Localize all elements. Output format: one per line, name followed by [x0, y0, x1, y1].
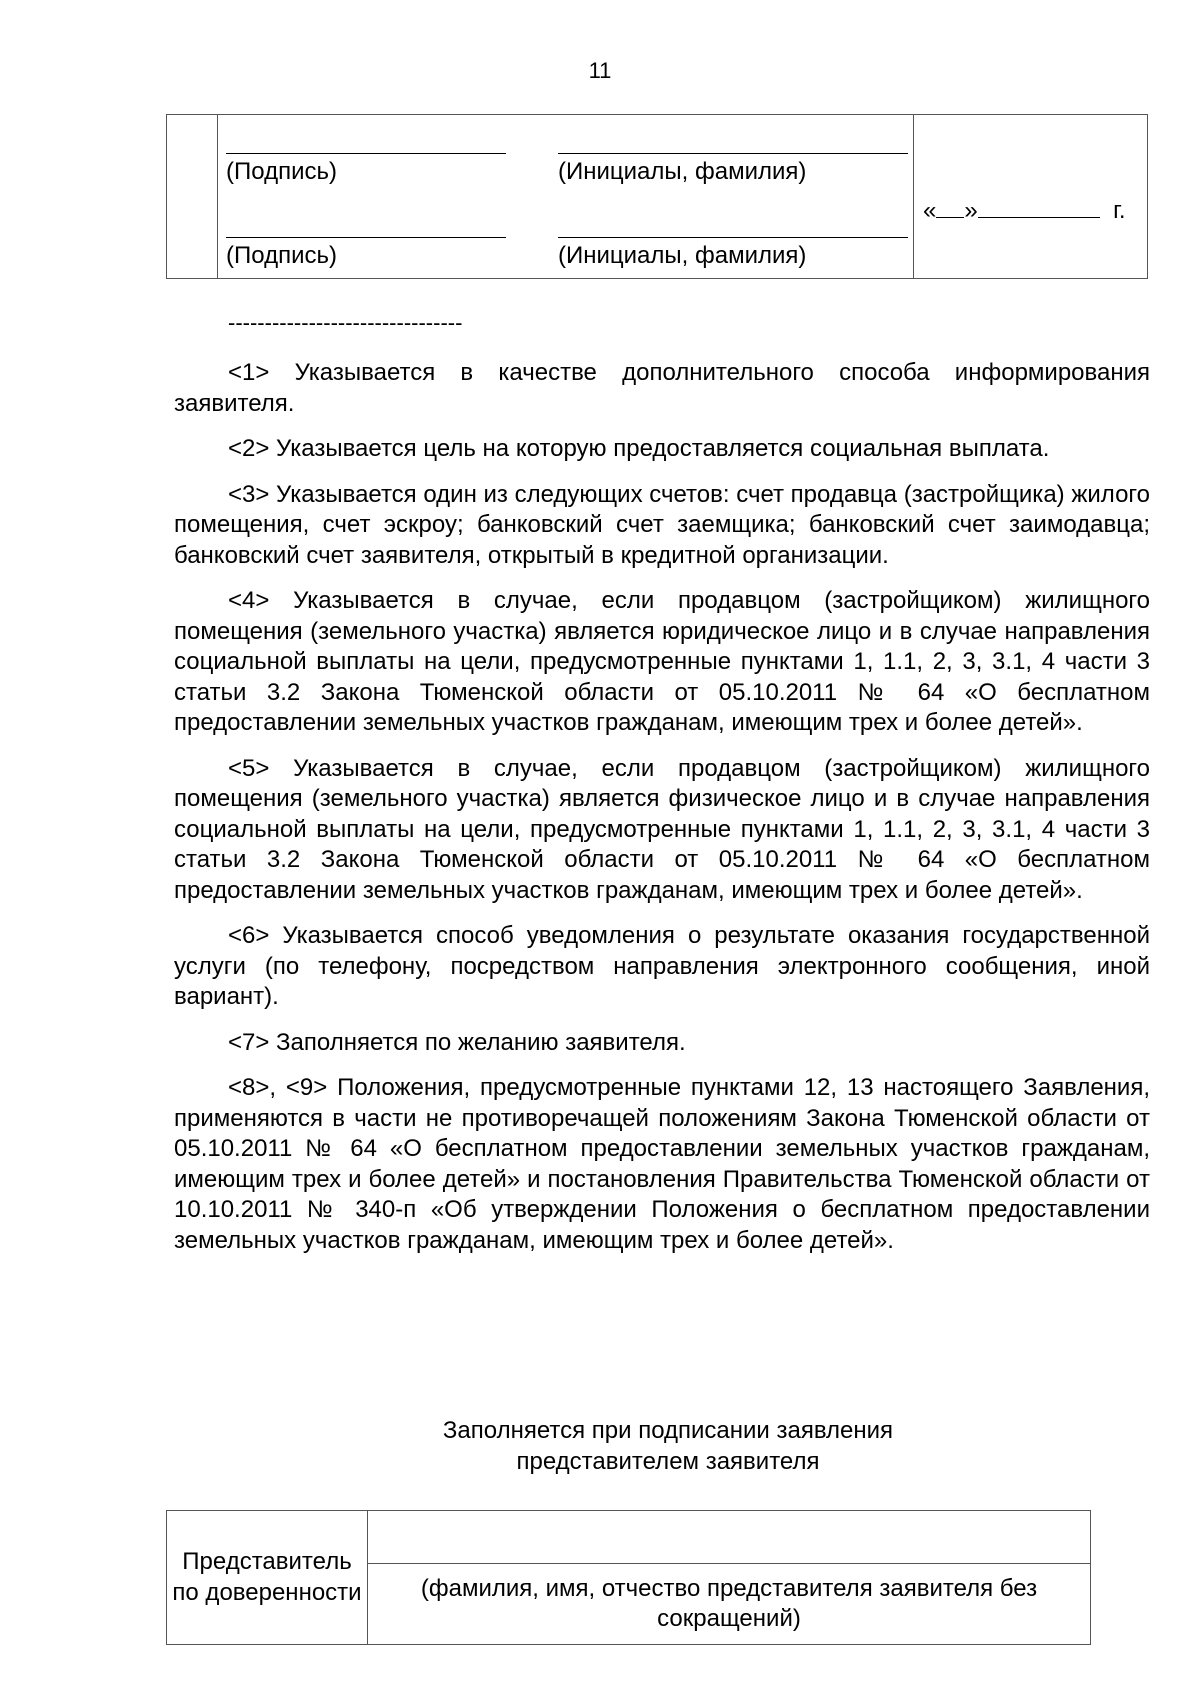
name-line-2[interactable] — [558, 237, 908, 238]
signature-table-blank-cell — [167, 115, 218, 279]
footnotes — [174, 358, 1150, 1271]
date-field[interactable] — [923, 197, 1126, 225]
signature-line-2[interactable] — [226, 237, 506, 238]
signature-line-1[interactable] — [226, 153, 506, 154]
date-year-suffix: г. — [1113, 197, 1126, 224]
name-line-1[interactable] — [558, 153, 908, 154]
representative-label: Представитель по доверенности — [167, 1511, 368, 1645]
representative-table — [166, 1510, 1091, 1645]
signature-table-date-cell — [914, 115, 1148, 279]
date-month-blank[interactable] — [978, 197, 1100, 218]
signature-label-1: (Подпись) — [226, 158, 337, 185]
page-number: 11 — [588, 58, 612, 83]
name-label-1: (Инициалы, фамилия) — [558, 158, 807, 185]
date-close-quote: » — [964, 197, 978, 224]
representative-section-heading — [0, 1416, 1200, 1477]
date-day-blank[interactable] — [936, 197, 964, 218]
signature-table — [166, 114, 1148, 279]
footnote-6: <6> Указывается способ уведомления о результате оказания государственной услуги (по телефону, посредством направления электронного сообщения, иной вариант). — [174, 922, 1150, 1010]
footnote-5: <5> Указывается в случае, если продавцом (застройщиком) жилищного помещения (земельного участка) является физическое лицо и в случае направления социальной выплаты на цели, предусмотренные пунктами 1, 1.1, 2, 3, 3.1, 4 части 3 статьи 3.2 Закона Тюменской области от 05.10.2011 № 64 «О бесплатном предоставлении земельных участков гражданам, имеющим трех и более детей». — [174, 754, 1150, 904]
footnote-separator: -------------------------------- — [228, 310, 463, 335]
name-label-2: (Инициалы, фамилия) — [558, 242, 807, 269]
footnote-1: <1> Указывается в качестве дополнительного способа информирования заявителя. — [174, 359, 1150, 417]
representative-heading-line-2: представителем заявителя — [516, 1447, 820, 1475]
representative-name-field[interactable] — [368, 1511, 1091, 1564]
footnote-8-9: <8>, <9> Положения, предусмотренные пунктами 12, 13 настоящего Заявления, применяются в части не противоречащей положениям Закона Тюменской области от 05.10.2011 № 64 «О бесплатном предоставлении земельных участков гражданам, имеющим трех и более детей» и постановления Правительства Тюменской области от 10.10.2011 № 340-п «Об утверждении Положения о бесплатном предоставлении земельных участков гражданам, имеющим трех и более детей». — [174, 1074, 1150, 1254]
signature-table-fields-cell — [218, 115, 914, 279]
representative-name-hint: (фамилия, имя, отчество представителя заявителя без сокращений) — [368, 1564, 1091, 1645]
signature-label-2: (Подпись) — [226, 242, 337, 269]
footnote-7: <7> Заполняется по желанию заявителя. — [228, 1028, 686, 1056]
representative-heading-line-1: Заполняется при подписании заявления — [442, 1417, 894, 1444]
footnote-2: <2> Указывается цель на которую предоставляется социальная выплата. — [228, 435, 1050, 462]
footnote-4: <4> Указывается в случае, если продавцом (застройщиком) жилищного помещения (земельного участка) является юридическое лицо и в случае направления социальной выплаты на цели, предусмотренные пунктами 1, 1.1, 2, 3, 3.1, 4 части 3 статьи 3.2 Закона Тюменской области от 05.10.2011 № 64 «О бесплатном предоставлении земельных участков гражданам, имеющим трех и более детей». — [174, 587, 1150, 736]
footnote-3: <3> Указывается один из следующих счетов: счет продавца (застройщика) жилого помещения, счет эскроу; банковский счет заемщика; банковский счет заимодавца; банковский счет заявителя, открытый в кредитной организации. — [174, 480, 1150, 569]
date-open-quote: « — [923, 197, 937, 224]
